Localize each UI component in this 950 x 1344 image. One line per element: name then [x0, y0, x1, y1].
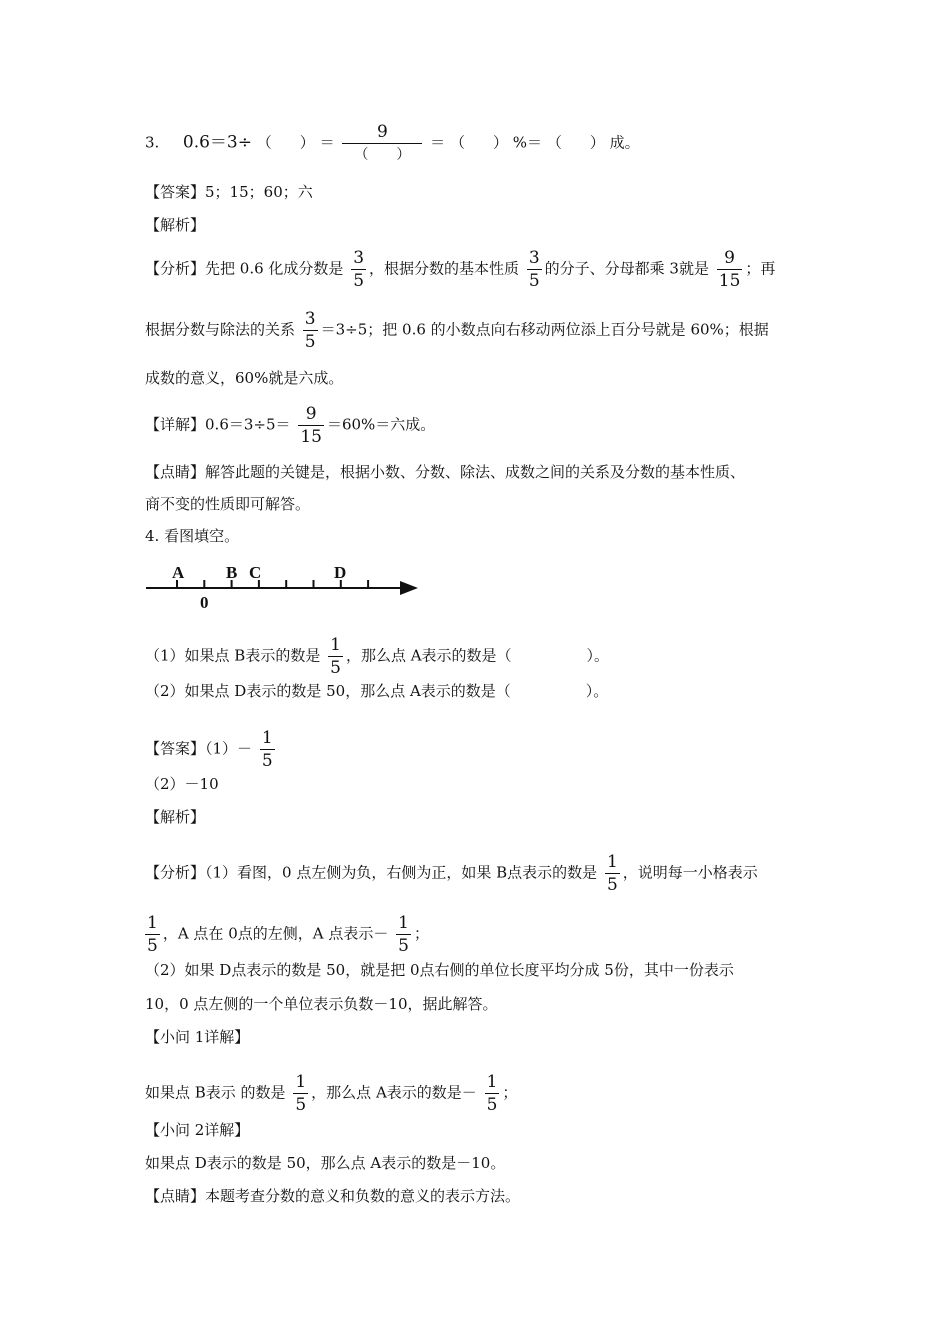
- answer-4-line2: （2）－10: [145, 775, 219, 793]
- fraction-1-5: $\frac{1}{5}$: [147, 913, 158, 956]
- question-4-sub2: （2）如果点 D表示的数是 50，那么点 A表示的数是（ ）。: [145, 682, 609, 700]
- fraction-1-5: $\frac{1}{5}$: [606, 852, 618, 895]
- answer-3: 【答案】5；15；60；六: [145, 183, 313, 201]
- label-b: B: [226, 563, 238, 582]
- subq1-label: 【小问 1详解】: [145, 1028, 250, 1046]
- fraction-1-5: $\frac{1}{5}$: [486, 1072, 498, 1115]
- analysis-4-line4: 10，0 点左侧的一个单位表示负数－10，据此解答。: [145, 995, 498, 1013]
- note-4: 【点睛】本题考查分数的意义和负数的意义的表示方法。: [145, 1187, 521, 1205]
- fraction-1-5: $\frac{1}{5}$: [295, 1072, 307, 1115]
- arrow-head-icon: [400, 581, 418, 595]
- subq2-label: 【小问 2详解】: [145, 1121, 250, 1139]
- analysis-4-line2: $\frac{1}{5}$ ，A 点在 0点的左侧，A 点表示－ $\frac{1}{5}$ ；: [147, 913, 429, 956]
- fraction-1-5: $\frac{1}{5}$: [261, 728, 273, 771]
- fraction-9-15: $\frac{9}{15}$: [718, 248, 741, 291]
- fraction-3-5: $\frac{3}{5}$: [528, 248, 540, 291]
- detail-3: 【详解】0.6＝3÷5＝ $\frac{9}{15}$ ＝60%＝六成。: [145, 404, 436, 447]
- analysis-3-line1: 【分析】先把 0.6 化成分数是 $\frac{3}{5}$ ，根据分数的基本性质 $\frac{3}{5}$ 的分子、分母都乘 3就是 $\frac{9}{15}$ ；再: [145, 248, 776, 291]
- question-3: 3. 0.6＝3÷ （ ） ＝ $\frac{9}{( )}$ ＝ （ ） %＝ （ ） 成。: [145, 122, 640, 163]
- number-line: [140, 558, 440, 614]
- fraction-3-5: $\frac{3}{5}$: [304, 309, 316, 352]
- question-4-title: 4. 看图填空。: [145, 527, 240, 545]
- label-c: C: [249, 563, 262, 582]
- jiexi-label-4: 【解析】: [145, 808, 206, 826]
- label-d: D: [334, 563, 347, 582]
- analysis-4-line1: 【分析】（1）看图，0 点左侧为负，右侧为正，如果 B点表示的数是 $\frac{1}{5}$ ，说明每一小格表示: [145, 852, 758, 895]
- subq1-detail: 如果点 B表示 的数是 $\frac{1}{5}$ ，那么点 A表示的数是－ $\frac{1}{5}$ ；: [145, 1072, 518, 1115]
- fraction-1-5: $\frac{1}{5}$: [330, 635, 341, 678]
- jiexi-label-3: 【解析】: [145, 216, 206, 234]
- fraction-1-5: $\frac{1}{5}$: [398, 913, 409, 956]
- question-number: 3.: [145, 133, 160, 152]
- note-3-line2: 商不变的性质即可解答。: [145, 495, 311, 513]
- subq2-detail: 如果点 D表示的数是 50，那么点 A表示的数是－10。: [145, 1154, 506, 1172]
- expression-start: 0.6＝3÷: [182, 132, 252, 153]
- answer-4-line1: 【答案】（1）－ $\frac{1}{5}$: [145, 728, 273, 771]
- fraction-blank: $\frac{9}{( )}$: [342, 122, 422, 165]
- fraction-3-5: $\frac{3}{5}$: [353, 248, 365, 291]
- analysis-3-line3: 成数的意义，60%就是六成。: [145, 369, 344, 387]
- analysis-4-line3: （2）如果 D点表示的数是 50，就是把 0点右侧的单位长度平均分成 5份，其中一份表示: [145, 961, 734, 979]
- label-zero: 0: [200, 593, 209, 612]
- analysis-3-line2: 根据分数与除法的关系 $\frac{3}{5}$ ＝3÷5；把 0.6 的小数点向右移动两位添上百分号就是 60%；根据: [145, 309, 769, 352]
- note-3-line1: 【点睛】解答此题的关键是，根据小数、分数、除法、成数之间的关系及分数的基本性质、: [145, 463, 746, 481]
- question-4-sub1: （1）如果点 B表示的数是 $\frac{1}{5}$ ，那么点 A表示的数是（ ）。: [145, 635, 610, 678]
- label-a: A: [172, 563, 185, 582]
- fraction-9-15: $\frac{9}{15}$: [300, 404, 322, 447]
